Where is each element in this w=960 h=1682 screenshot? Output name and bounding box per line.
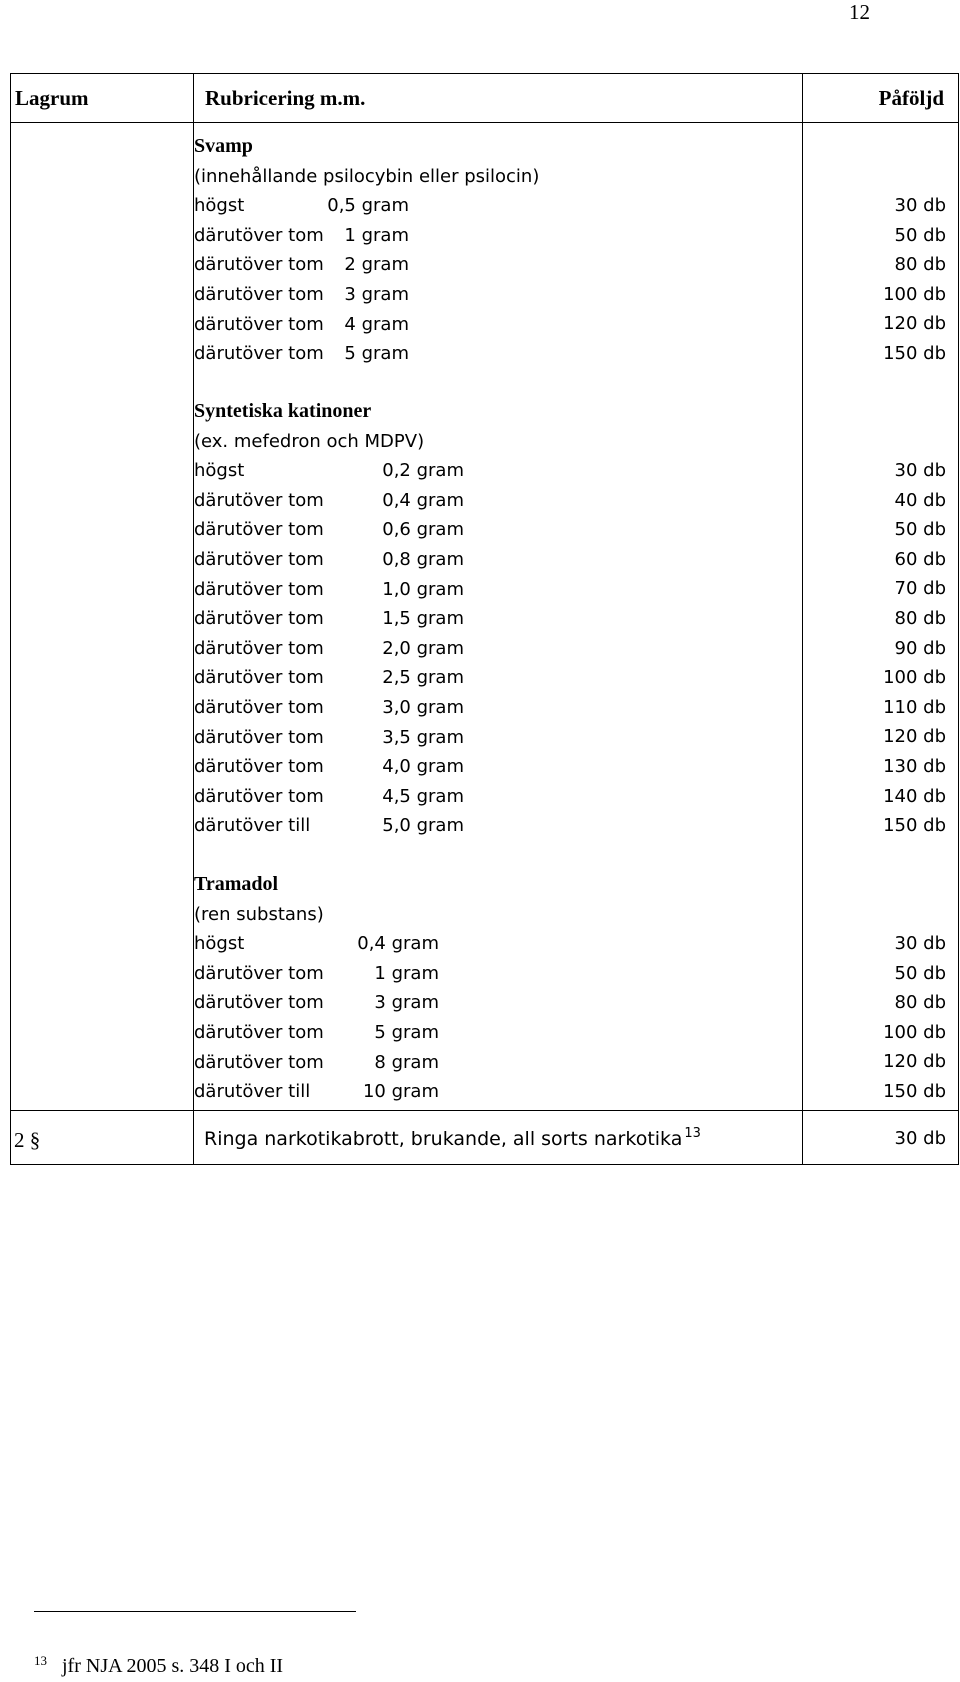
header-pafoljd: Påföljd — [878, 86, 944, 110]
header-lagrum: Lagrum — [15, 86, 89, 110]
footnote — [34, 1655, 283, 1678]
row-label: därutöver tom — [194, 756, 324, 778]
penalty-value: 80 db — [894, 992, 946, 1014]
row-amount: 2,0 gram — [382, 637, 464, 659]
row-label: därutöver tom — [194, 578, 324, 600]
table-row — [194, 545, 794, 575]
penalty-value: 50 db — [894, 519, 946, 541]
table-row — [194, 723, 794, 753]
row-amount: 1 gram — [344, 224, 409, 246]
footnote-reference[interactable]: 13 — [684, 1126, 701, 1141]
penalty-value: 100 db — [883, 1021, 946, 1043]
row-amount: 3,5 gram — [382, 726, 464, 748]
row-list — [194, 929, 794, 1107]
row-amount: 5 gram — [344, 343, 409, 365]
penalty-value: 50 db — [894, 224, 946, 246]
section-title: Svamp — [194, 135, 253, 157]
row-label: därutöver tom — [194, 343, 324, 365]
row-label: högst — [194, 195, 245, 217]
penalty-value: 80 db — [894, 607, 946, 629]
row-divider — [11, 1110, 958, 1111]
table-row — [194, 575, 794, 605]
row-amount: 1,5 gram — [382, 608, 464, 630]
table-row — [194, 1018, 794, 1048]
row-amount: 4 gram — [344, 313, 409, 335]
penalty-value: 140 db — [883, 785, 946, 807]
table-row — [194, 1077, 794, 1107]
row-label: därutöver tom — [194, 785, 324, 807]
penalty-value: 40 db — [894, 489, 946, 511]
section-subtitle: (ex. mefedron och MDPV) — [194, 430, 425, 452]
row-amount: 0,4 gram — [382, 489, 464, 511]
row-amount: 10 gram — [362, 1081, 439, 1103]
table-row — [194, 339, 794, 369]
table-row — [194, 250, 794, 280]
header-divider — [11, 122, 958, 123]
row-amount: 4,5 gram — [382, 785, 464, 807]
section-title: Tramadol — [194, 873, 279, 895]
row-amount: 0,5 gram — [327, 195, 409, 217]
table-row — [194, 663, 794, 693]
row-amount: 3,0 gram — [382, 696, 464, 718]
table-row — [194, 959, 794, 989]
penalty-value: 30 db — [894, 460, 946, 481]
table-row — [194, 280, 794, 310]
rubricering-text: Ringa narkotikabrott, brukande, all sorts narkotika — [204, 1128, 683, 1150]
section-title: Syntetiska katinoner — [194, 400, 372, 422]
table-row — [194, 486, 794, 516]
row-amount: 5 gram — [374, 1021, 439, 1043]
row-amount: 1,0 gram — [382, 578, 464, 600]
section-syntetiska-katinoner — [194, 397, 794, 841]
row-label: därutöver tom — [194, 1021, 324, 1043]
penalty-value: 70 db — [894, 578, 946, 600]
row-label: därutöver tom — [194, 1051, 324, 1073]
row-label: därutöver tom — [194, 696, 324, 718]
row-label: därutöver tom — [194, 519, 324, 541]
row-amount: 3 gram — [374, 992, 439, 1014]
column-divider — [802, 74, 803, 1164]
table-row — [194, 1048, 794, 1078]
row-label: högst — [194, 933, 245, 955]
table-row — [194, 634, 794, 664]
row-list — [194, 456, 794, 841]
penalty-value: 120 db — [883, 1051, 946, 1073]
row-list — [194, 191, 794, 369]
table-row — [194, 456, 794, 486]
table-row — [194, 515, 794, 545]
row-amount: 0,2 gram — [382, 460, 464, 482]
row-amount: 0,4 gram — [357, 933, 439, 955]
penalty-value: 120 db — [883, 726, 946, 748]
row-label: därutöver tom — [194, 224, 324, 246]
header-rubricering: Rubricering m.m. — [205, 86, 366, 110]
row-label: därutöver tom — [194, 608, 324, 630]
table-row — [194, 221, 794, 251]
row-amount: 3 gram — [344, 283, 409, 305]
row-label: därutöver tom — [194, 726, 324, 748]
page-number: 12 — [849, 0, 870, 24]
footnote-separator — [34, 1611, 356, 1612]
penalty-value: 130 db — [883, 755, 946, 777]
table-row — [194, 782, 794, 812]
row-label: högst — [194, 460, 245, 482]
penalty-value: 30 db — [894, 933, 946, 954]
row-label: därutöver tom — [194, 489, 324, 511]
penalty-value: 60 db — [894, 548, 946, 570]
penalty-value: 100 db — [883, 667, 946, 689]
row-label: därutöver tom — [194, 667, 324, 689]
row-label: därutöver till — [194, 815, 311, 837]
table-row — [194, 693, 794, 723]
row-label: därutöver tom — [194, 637, 324, 659]
penalty-value: 150 db — [883, 815, 946, 837]
section-svamp — [194, 132, 794, 369]
section-subtitle: (ren substans) — [194, 903, 324, 925]
row-amount: 4,0 gram — [382, 756, 464, 778]
row-label: därutöver tom — [194, 313, 324, 335]
rubricering-cell — [204, 1128, 701, 1150]
footnote-text: jfr NJA 2005 s. 348 I och II — [62, 1655, 284, 1677]
row-amount: 8 gram — [374, 1051, 439, 1073]
table-row — [194, 604, 794, 634]
row-amount: 2,5 gram — [382, 667, 464, 689]
table-row — [194, 752, 794, 782]
pafoljd-cell: 30 db — [894, 1128, 946, 1149]
section-subtitle: (innehållande psilocybin eller psilocin) — [194, 165, 540, 187]
penalty-value: 90 db — [894, 637, 946, 659]
row-amount: 5,0 gram — [382, 815, 464, 837]
lagrum-cell: 2 § — [14, 1128, 41, 1152]
penalty-value: 30 db — [894, 195, 946, 216]
table-row — [194, 310, 794, 340]
footnote-number: 13 — [34, 1653, 47, 1668]
penalty-value: 150 db — [883, 342, 946, 364]
penalty-value: 120 db — [883, 313, 946, 335]
section-tramadol — [194, 870, 794, 1107]
table-row — [194, 811, 794, 841]
row-label: därutöver tom — [194, 548, 324, 570]
row-label: därutöver tom — [194, 254, 324, 276]
penalty-value: 150 db — [883, 1080, 946, 1102]
table-row — [194, 191, 794, 221]
penalty-value: 80 db — [894, 254, 946, 276]
table-row — [194, 929, 794, 959]
penalty-column-2 — [883, 929, 946, 1107]
row-label: därutöver tom — [194, 962, 324, 984]
penalty-value: 110 db — [883, 696, 946, 718]
penalty-column-1 — [883, 456, 946, 841]
table-row — [194, 988, 794, 1018]
row-amount: 1 gram — [374, 962, 439, 984]
row-label: därutöver till — [194, 1081, 311, 1103]
row-label: därutöver tom — [194, 992, 324, 1014]
penalty-value: 100 db — [883, 283, 946, 305]
row-amount: 0,6 gram — [382, 519, 464, 541]
penalty-value: 50 db — [894, 962, 946, 984]
penalty-column-0 — [883, 191, 946, 369]
row-amount: 2 gram — [344, 254, 409, 276]
row-label: därutöver tom — [194, 283, 324, 305]
row-amount: 0,8 gram — [382, 548, 464, 570]
